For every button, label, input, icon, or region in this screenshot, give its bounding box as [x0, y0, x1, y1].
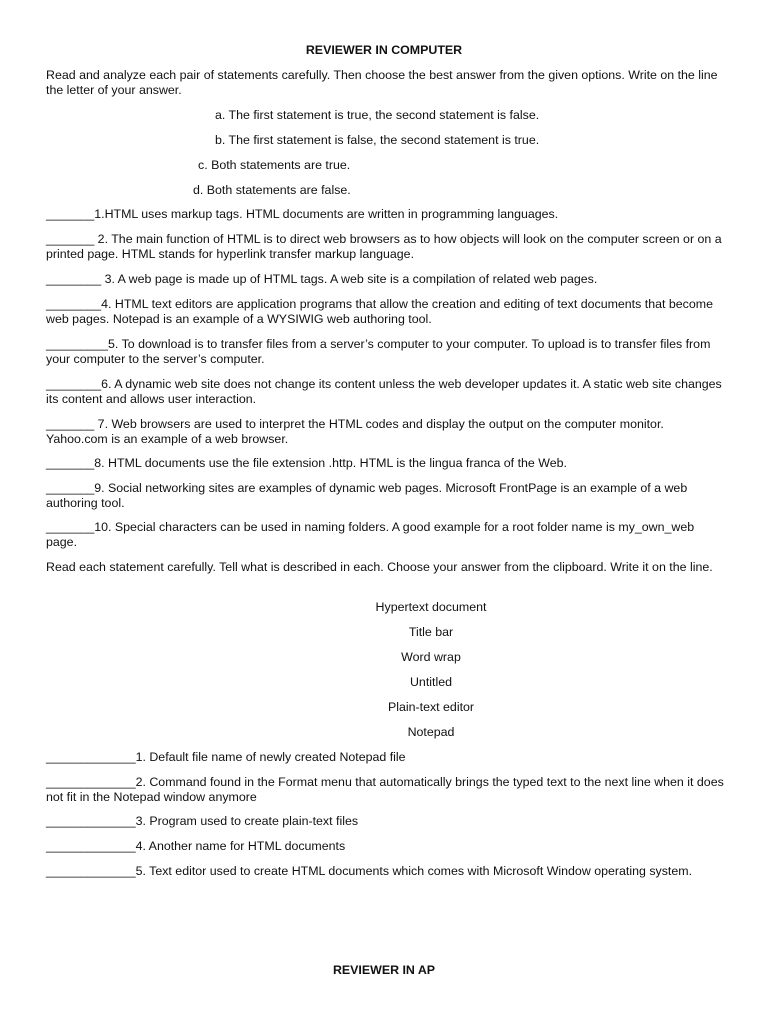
choice-untitled: Untitled — [409, 675, 452, 689]
part1-item-10: _______10. Special characters can be used in naming folders. A good example for a root folder name is my_own_web page. — [46, 520, 695, 549]
part1-item-3: ________ 3. A web page is made up of HTML tags. A web site is a compilation of related web pages. — [46, 272, 598, 286]
part2-item-5: _____________5. Text editor used to create HTML documents which comes with Microsoft Window operating system. — [46, 864, 693, 878]
part1-item-4: ________4. HTML text editors are application programs that allow the creation and editing of text documents that become web pages. Notepad is an example of a WYSIWIG web authoring tool. — [46, 297, 713, 326]
part1-instructions: Read and analyze each pair of statements carefully. Then choose the best answer from the given options. Write on the line the letter of your answer. — [46, 68, 718, 97]
part2-item-1: _____________1. Default file name of newly created Notepad file — [46, 750, 406, 764]
option-b: b. The first statement is false, the second statement is true. — [215, 133, 540, 147]
part1-item-9: _______9. Social networking sites are examples of dynamic web pages. Microsoft FrontPage is an example of a web authoring tool. — [46, 481, 688, 510]
part2-instructions: Read each statement carefully. Tell what is described in each. Choose your answer from the clipboard. Write it on the line. — [46, 560, 713, 574]
part1-item-6: ________6. A dynamic web site does not change its content unless the web developer updates it. A static web site changes its content and allows user interaction. — [46, 377, 722, 406]
choice-word-wrap: Word wrap — [401, 650, 461, 664]
part1-item-7: _______ 7. Web browsers are used to interpret the HTML codes and display the output on the computer monitor. Yahoo.com is an example of a web browser. — [46, 417, 664, 446]
footer-title: REVIEWER IN AP — [332, 963, 436, 977]
part1-item-2: _______ 2. The main function of HTML is to direct web browsers as to how objects will look on the computer screen or on a printed page. HTML stands for hyperlink transfer markup language. — [46, 232, 722, 261]
part2-item-2: _____________2. Command found in the Format menu that automatically brings the typed text to the next line when it does not fit in the Notepad window anymore — [46, 775, 724, 804]
part1-item-8: _______8. HTML documents use the file extension .http. HTML is the lingua franca of the Web. — [46, 456, 567, 470]
part2-item-3: _____________3. Program used to create plain-text files — [46, 814, 359, 828]
choice-notepad: Notepad — [407, 725, 455, 739]
option-d: d. Both statements are false. — [193, 183, 351, 197]
part2-item-4: _____________4. Another name for HTML documents — [46, 839, 346, 853]
document-title: REVIEWER IN COMPUTER — [305, 43, 463, 57]
choice-hypertext-document: Hypertext document — [375, 600, 487, 614]
choice-plain-text-editor: Plain-text editor — [387, 700, 475, 714]
option-a: a. The first statement is true, the second statement is false. — [215, 108, 540, 122]
part1-item-1: _______1.HTML uses markup tags. HTML documents are written in programming languages. — [46, 207, 559, 221]
option-c: c. Both statements are true. — [198, 158, 351, 172]
choice-title-bar: Title bar — [408, 625, 454, 639]
part1-item-5: _________5. To download is to transfer files from a server’s computer to your computer. To upload is to transfer files from your computer to the server’s computer. — [46, 337, 711, 366]
